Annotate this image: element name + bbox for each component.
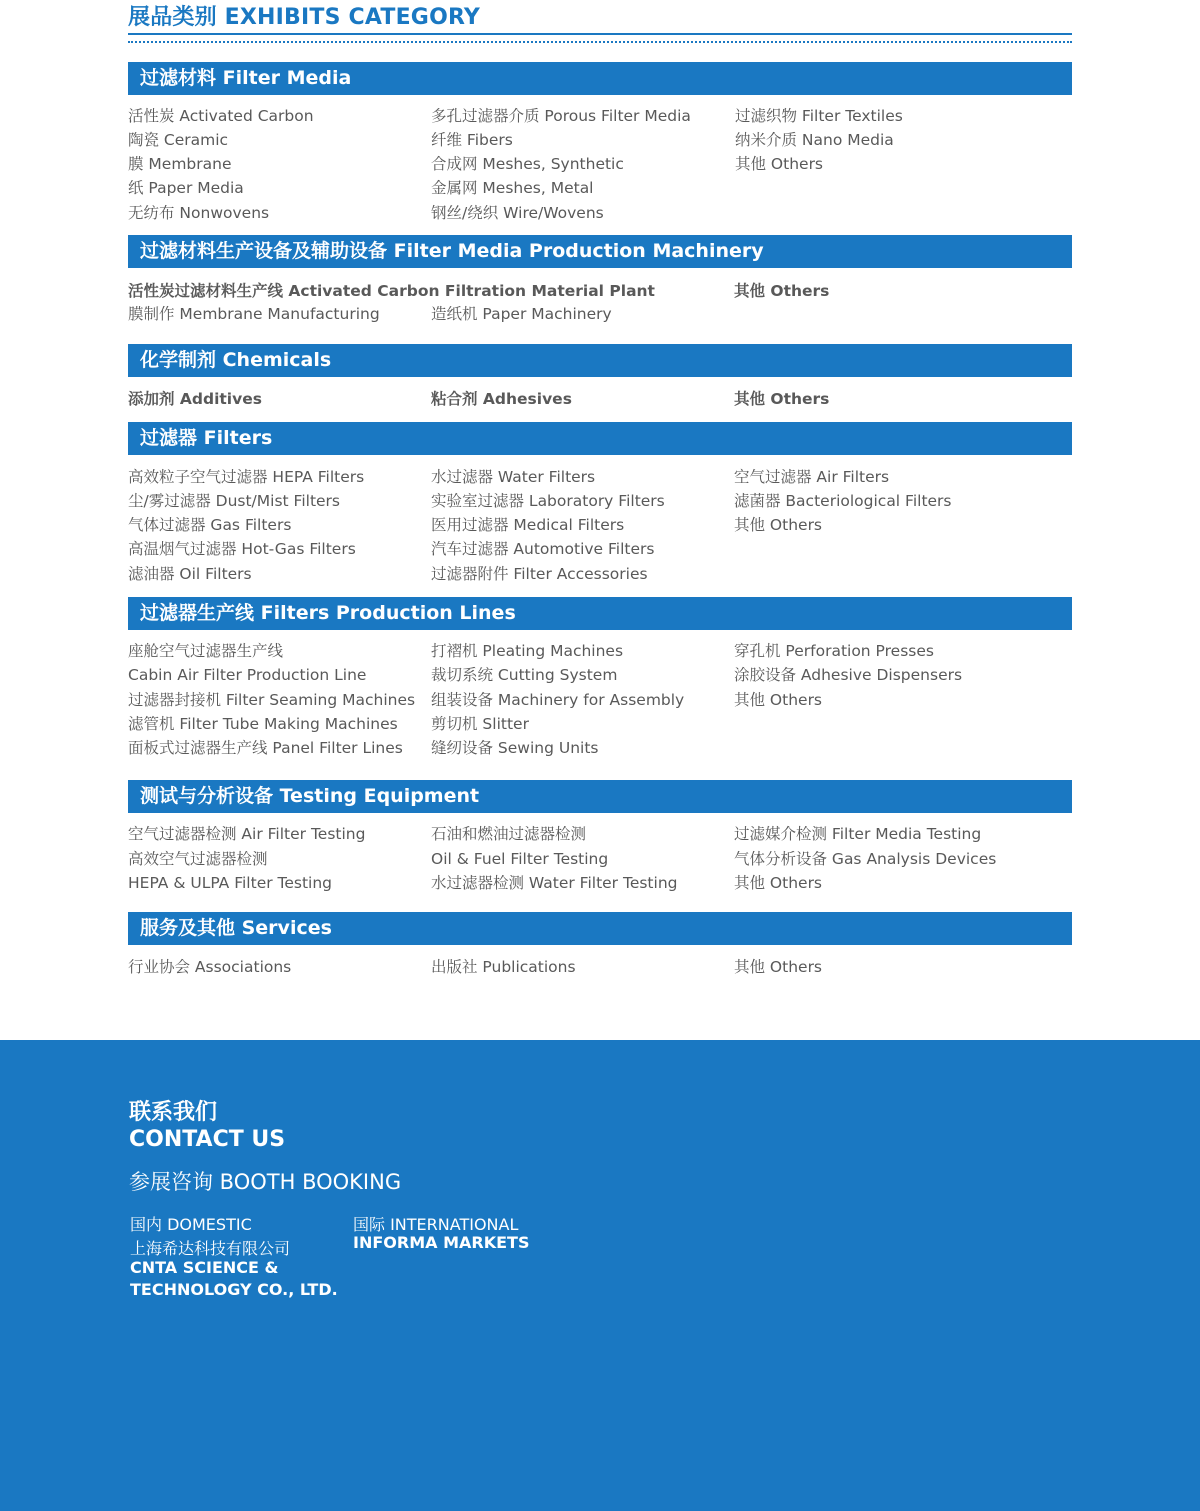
list-item: 滤油器 Oil Filters xyxy=(128,565,252,583)
list-item: 纤维 Fibers xyxy=(431,131,513,149)
list-item: 空气过滤器检测 Air Filter Testing xyxy=(128,825,366,843)
list-item: 纳米介质 Nano Media xyxy=(735,131,894,149)
domestic-company-cn: 上海希达科技有限公司 xyxy=(130,1239,291,1258)
list-item: 空气过滤器 Air Filters xyxy=(734,468,890,486)
list-item: 其他 Others xyxy=(734,958,823,976)
section-header-chemicals: 化学制剂 Chemicals xyxy=(128,344,1072,377)
list-item: 实验室过滤器 Laboratory Filters xyxy=(431,492,665,510)
list-item: 裁切系统 Cutting System xyxy=(431,666,618,684)
list-item: 面板式过滤器生产线 Panel Filter Lines xyxy=(128,739,403,757)
list-item: 汽车过滤器 Automotive Filters xyxy=(431,540,655,558)
list-item: 水过滤器 Water Filters xyxy=(431,468,596,486)
list-item: 高效粒子空气过滤器 HEPA Filters xyxy=(128,468,365,486)
list-item: 气体过滤器 Gas Filters xyxy=(128,516,292,534)
contact-title-en: CONTACT US xyxy=(129,1127,286,1152)
title-divider-solid xyxy=(128,33,1072,35)
list-item: 陶瓷 Ceramic xyxy=(128,131,229,149)
section-header-testing: 测试与分析设备 Testing Equipment xyxy=(128,780,1072,813)
list-item: 医用过滤器 Medical Filters xyxy=(431,516,625,534)
list-item: 过滤织物 Filter Textiles xyxy=(735,107,903,125)
list-item: 纸 Paper Media xyxy=(128,179,244,197)
list-item: 过滤媒介检测 Filter Media Testing xyxy=(734,825,982,843)
list-item: HEPA & ULPA Filter Testing xyxy=(128,874,333,892)
list-item: 高温烟气过滤器 Hot-Gas Filters xyxy=(128,540,356,558)
list-item: 水过滤器检测 Water Filter Testing xyxy=(431,874,678,892)
list-item: 滤菌器 Bacteriological Filters xyxy=(734,492,952,510)
list-item: 出版社 Publications xyxy=(431,958,576,976)
international-label: 国际 INTERNATIONAL xyxy=(353,1215,519,1234)
section-header-filter-media: 过滤材料 Filter Media xyxy=(128,62,1072,95)
section-header-production-machinery: 过滤材料生产设备及辅助设备 Filter Media Production Machinery xyxy=(128,235,1072,268)
domestic-company-en-line2: TECHNOLOGY CO., LTD. xyxy=(130,1280,338,1299)
page-title: 展品类别 EXHIBITS CATEGORY xyxy=(128,5,481,30)
list-item: 多孔过滤器介质 Porous Filter Media xyxy=(431,107,691,125)
list-item: 涂胶设备 Adhesive Dispensers xyxy=(734,666,963,684)
list-item: 粘合剂 Adhesives xyxy=(431,390,572,408)
list-item: 其他 Others xyxy=(734,516,823,534)
list-item: 其他 Others xyxy=(734,282,830,300)
list-item: 造纸机 Paper Machinery xyxy=(431,305,612,323)
section-header-filters: 过滤器 Filters xyxy=(128,422,1072,455)
list-item: 钢丝/绕织 Wire/Wovens xyxy=(431,204,604,222)
list-item: 剪切机 Slitter xyxy=(431,715,529,733)
contact-title-cn: 联系我们 xyxy=(129,1100,218,1125)
list-item: 缝纫设备 Sewing Units xyxy=(431,739,599,757)
section-header-production-lines: 过滤器生产线 Filters Production Lines xyxy=(128,597,1072,630)
title-divider-dotted xyxy=(128,41,1072,43)
list-item: 活性炭过滤材料生产线 Activated Carbon Filtration Material Plant xyxy=(128,282,655,300)
contact-footer xyxy=(0,1040,1200,1511)
list-item: 其他 Others xyxy=(735,155,824,173)
list-item: 气体分析设备 Gas Analysis Devices xyxy=(734,850,997,868)
list-item: 行业协会 Associations xyxy=(128,958,292,976)
list-item: 穿孔机 Perforation Presses xyxy=(734,642,934,660)
booth-booking-label: 参展咨询 BOOTH BOOKING xyxy=(129,1170,402,1194)
list-item: 滤管机 Filter Tube Making Machines xyxy=(128,715,398,733)
international-company: INFORMA MARKETS xyxy=(353,1233,530,1252)
list-item: 金属网 Meshes, Metal xyxy=(431,179,594,197)
list-item: Oil & Fuel Filter Testing xyxy=(431,850,609,868)
list-item: 膜 Membrane xyxy=(128,155,232,173)
list-item: 合成网 Meshes, Synthetic xyxy=(431,155,624,173)
domestic-company-en-line1: CNTA SCIENCE & xyxy=(130,1258,279,1277)
list-item: 其他 Others xyxy=(734,390,830,408)
list-item: 高效空气过滤器检测 xyxy=(128,850,268,868)
list-item: 过滤器封接机 Filter Seaming Machines xyxy=(128,691,416,709)
list-item: 膜制作 Membrane Manufacturing xyxy=(128,305,380,323)
list-item: 活性炭 Activated Carbon xyxy=(128,107,314,125)
list-item: 石油和燃油过滤器检测 xyxy=(431,825,587,843)
list-item: 组装设备 Machinery for Assembly xyxy=(431,691,685,709)
list-item: 其他 Others xyxy=(734,874,823,892)
list-item: 添加剂 Additives xyxy=(128,390,262,408)
list-item: 无纺布 Nonwovens xyxy=(128,204,270,222)
section-header-services: 服务及其他 Services xyxy=(128,912,1072,945)
list-item: 其他 Others xyxy=(734,691,823,709)
domestic-label: 国内 DOMESTIC xyxy=(130,1215,252,1234)
list-item: 尘/雾过滤器 Dust/Mist Filters xyxy=(128,492,341,510)
list-item: 过滤器附件 Filter Accessories xyxy=(431,565,648,583)
list-item: 打褶机 Pleating Machines xyxy=(431,642,624,660)
list-item: Cabin Air Filter Production Line xyxy=(128,666,367,684)
list-item: 座舱空气过滤器生产线 xyxy=(128,642,284,660)
